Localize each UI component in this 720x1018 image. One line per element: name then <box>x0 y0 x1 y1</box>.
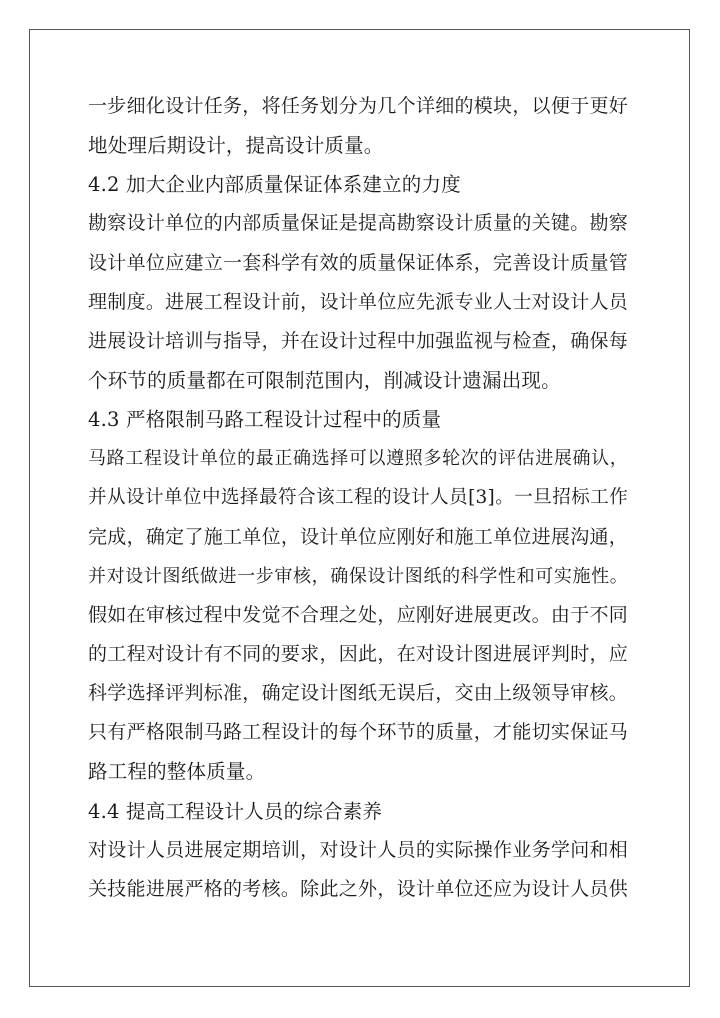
text-line: 对设计人员进展定期培训，对设计人员的实际操作业务学问和相 <box>88 838 628 861</box>
text-line: 假如在审核过程中发觉不合理之处，应刚好进展更改。由于不同 <box>88 603 628 626</box>
text-line: 并从设计单位中选择最符合该工程的设计人员[3]。一旦招标工作 <box>88 487 628 509</box>
text-line: 地处理后期设计，提高设计质量。 <box>88 134 384 158</box>
text-line: 理制度。进展工程设计前，设计单位应先派专业人士对设计人员 <box>88 290 628 313</box>
text-line: 关技能进展严格的考核。除此之外，设计单位还应为设计人员供 <box>88 877 628 900</box>
text-line: 路工程的整体质量。 <box>88 760 266 784</box>
text-line: 进展设计培训与指导，并在设计过程中加强监视与检查，确保每 <box>88 329 628 352</box>
text-line: 完成，确定了施工单位，设计单位应刚好和施工单位进展沟通， <box>88 525 628 548</box>
text-line: 一步细化设计任务，将任务划分为几个详细的模块，以便于更好 <box>88 95 628 117</box>
text-line: 并对设计图纸做进一步审核，确保设计图纸的科学性和可实施性。 <box>88 565 628 587</box>
section-heading-4-4: 4.4 提高工程设计人员的综合素养 <box>88 799 383 823</box>
text-line: 勘察设计单位的内部质量保证是提高勘察设计质量的关键。勘察 <box>88 212 628 235</box>
text-line: 科学选择评判标准，确定设计图纸无误后，交由上级领导审核。 <box>88 682 628 705</box>
section-heading-4-2: 4.2 加大企业内部质量保证体系建立的力度 <box>88 173 461 197</box>
text-line: 马路工程设计单位的最正确选择可以遵照多轮次的评估进展确认， <box>88 448 628 470</box>
text-line: 的工程对设计有不同的要求，因此，在对设计图进展评判时，应 <box>88 642 628 665</box>
text-line: 个环节的质量都在可限制范围内，削减设计遗漏出现。 <box>88 368 561 392</box>
document-body <box>88 87 628 909</box>
text-line: 只有严格限制马路工程设计的每个环节的质量，才能切实保证马 <box>88 721 628 744</box>
section-heading-4-3: 4.3 严格限制马路工程设计过程中的质量 <box>88 408 442 432</box>
text-line: 设计单位应建立一套科学有效的质量保证体系，完善设计质量管 <box>88 251 628 274</box>
